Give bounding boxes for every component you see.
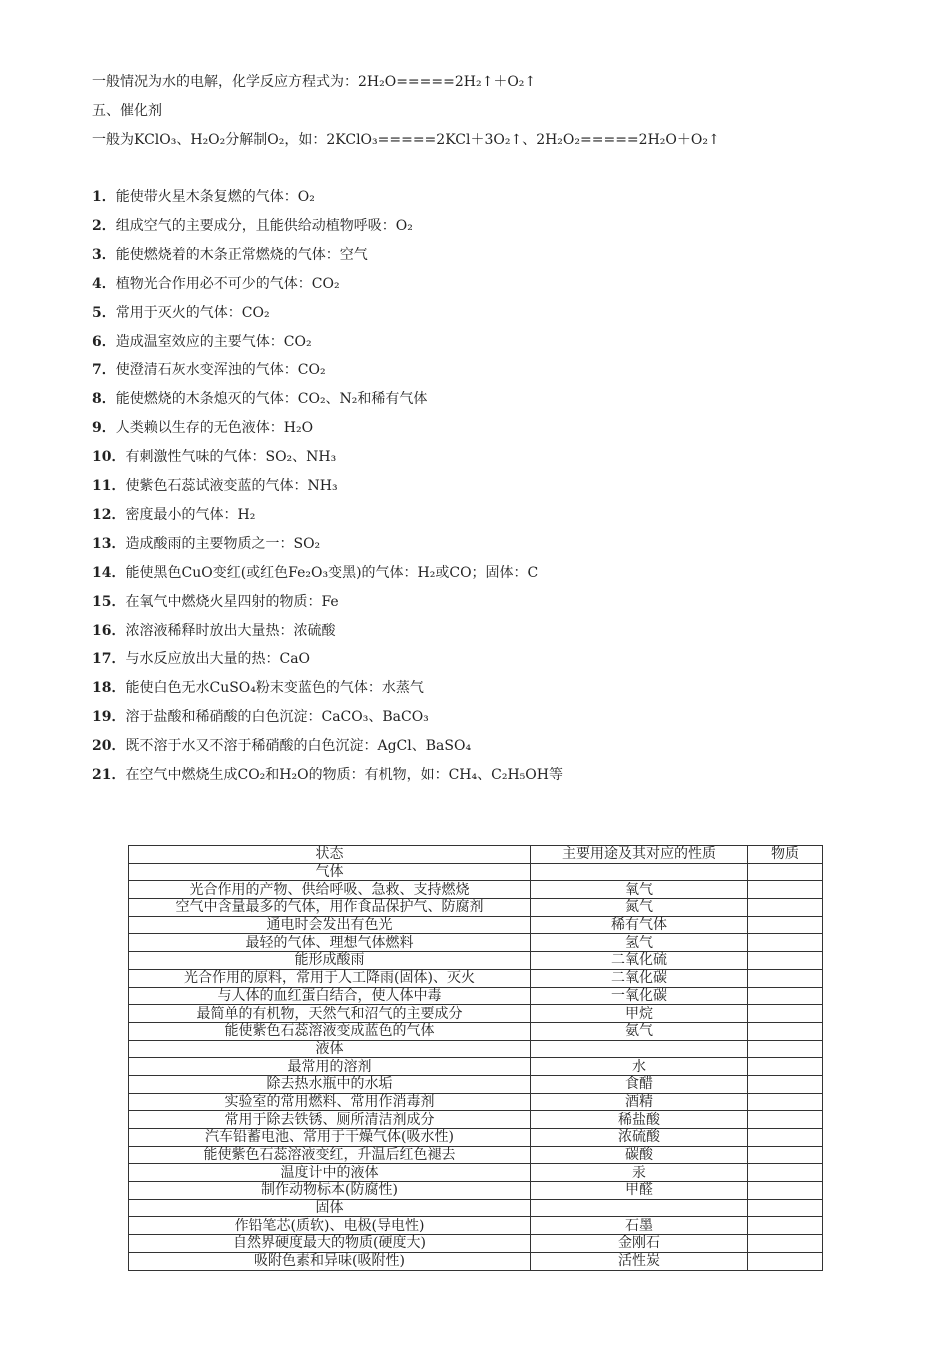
list-item [92, 274, 340, 294]
table-header-row [129, 846, 823, 864]
cell-answer [748, 863, 823, 881]
table-row [129, 1182, 823, 1200]
cell-use-description: 光合作用的原料，常用于人工降雨(固体)、灭火 [129, 969, 531, 987]
cell-answer [748, 1182, 823, 1200]
table-row [129, 1058, 823, 1076]
table-row [129, 1075, 823, 1093]
cell-use-description: 光合作用的产物、供给呼吸、急救、支持燃烧 [129, 881, 531, 899]
cell-use-description: 自然界硬度最大的物质(硬度大) [129, 1235, 531, 1253]
cell-substance: 二氧化硫 [531, 952, 748, 970]
list-item-number: 11． [92, 478, 126, 494]
cell-answer [748, 1217, 823, 1235]
table-row [129, 1093, 823, 1111]
table-row [129, 952, 823, 970]
cell-substance: 活性炭 [531, 1252, 748, 1270]
cell-use-description: 最简单的有机物，天然气和沼气的主要成分 [129, 1005, 531, 1023]
cell-substance: 氨气 [531, 1022, 748, 1040]
list-item-number: 21． [92, 767, 126, 783]
cell-substance: 甲烷 [531, 1005, 748, 1023]
cell-substance [531, 1199, 748, 1217]
list-item [92, 303, 270, 323]
cell-answer [748, 1111, 823, 1129]
table-row [129, 863, 823, 881]
list-item-number: 6． [92, 333, 116, 350]
list-item-text: 能使燃烧着的木条正常燃烧的气体：空气 [115, 246, 368, 263]
list-item-text: 能使带火星木条复燃的气体：O₂ [115, 189, 315, 205]
list-item-number: 20． [92, 738, 126, 755]
cell-answer [748, 1129, 823, 1147]
cell-use-description: 作铅笔芯(质软)、电极(导电性) [129, 1217, 531, 1235]
list-item-number: 7． [92, 362, 116, 379]
table-row [129, 1164, 823, 1182]
list-item-number: 15． [92, 593, 126, 610]
cell-use-description: 液体 [129, 1040, 531, 1058]
table-row [129, 1146, 823, 1164]
cell-answer [748, 1235, 823, 1253]
list-item [92, 216, 413, 236]
list-item-text: 溶于盐酸和稀硝酸的白色沉淀：CaCO₃、BaCO₃ [125, 709, 429, 726]
header-state: 状态 [129, 846, 531, 864]
cell-answer [748, 1040, 823, 1058]
list-item-number: 17． [92, 651, 126, 668]
list-item-number: 9． [92, 420, 116, 437]
list-item-text: 造成酸雨的主要物质之一：SO₂ [125, 535, 321, 552]
list-item [92, 389, 427, 409]
list-item [92, 736, 471, 756]
list-item [92, 765, 563, 785]
header-use: 主要用途及其对应的性质 [531, 846, 748, 864]
cell-use-description: 与人体的血红蛋白结合，使人体中毒 [129, 987, 531, 1005]
list-item-number: 5． [92, 304, 116, 321]
list-item-number: 16． [92, 622, 126, 639]
section-title-catalyst: 五、催化剂 [92, 103, 162, 119]
list-item [92, 592, 339, 612]
cell-substance: 氮气 [531, 899, 748, 917]
list-item [92, 563, 538, 583]
cell-substance: 食醋 [531, 1075, 748, 1093]
cell-answer [748, 1058, 823, 1076]
cell-substance: 金刚石 [531, 1235, 748, 1253]
cell-use-description: 汽车铅蓄电池、常用于干燥气体(吸水性) [129, 1129, 531, 1147]
table-row [129, 1252, 823, 1270]
cell-use-description: 能使紫色石蕊溶液变红，升温后红色褪去 [129, 1146, 531, 1164]
table-row [129, 1129, 823, 1147]
list-item [92, 360, 326, 380]
cell-substance: 氢气 [531, 934, 748, 952]
cell-answer [748, 881, 823, 899]
list-item [92, 707, 429, 727]
electrolysis-line: 一般情况为水的电解，化学反应方程式为：2H₂O=====2H₂↑＋O₂↑ [92, 74, 537, 90]
cell-substance: 石墨 [531, 1217, 748, 1235]
list-item-number: 18． [92, 680, 126, 697]
cell-substance [531, 863, 748, 881]
cell-substance: 酒精 [531, 1093, 748, 1111]
cell-substance: 二氧化碳 [531, 969, 748, 987]
cell-use-description: 常用于除去铁锈、厕所清洁剂成分 [129, 1111, 531, 1129]
cell-use-description: 最常用的溶剂 [129, 1058, 531, 1076]
cell-substance: 水 [531, 1058, 748, 1076]
cell-substance: 甲醛 [531, 1182, 748, 1200]
table-row [129, 1217, 823, 1235]
list-item-number: 8． [92, 391, 116, 408]
cell-answer [748, 934, 823, 952]
cell-substance: 碳酸 [531, 1146, 748, 1164]
cell-answer [748, 1022, 823, 1040]
cell-answer [748, 1164, 823, 1182]
list-item-text: 能使黑色CuO变红(或红色Fe₂O₃变黑)的气体：H₂或CO；固体：C [125, 564, 539, 581]
cell-use-description: 吸附色素和异味(吸附性) [129, 1252, 531, 1270]
cell-answer [748, 1146, 823, 1164]
list-item-number: 12． [92, 506, 126, 523]
cell-use-description: 制作动物标本(防腐性) [129, 1182, 531, 1200]
list-item [92, 476, 338, 496]
list-item-number: 10． [92, 449, 126, 466]
cell-use-description: 除去热水瓶中的水垢 [129, 1075, 531, 1093]
list-item-text: 与水反应放出大量的热：CaO [125, 651, 311, 668]
list-item-text: 常用于灭火的气体：CO₂ [115, 304, 270, 321]
list-item-text: 能使燃烧的木条熄灭的气体：CO₂、N₂和稀有气体 [115, 391, 428, 408]
cell-use-description: 实验室的常用燃料、常用作消毒剂 [129, 1093, 531, 1111]
table-row [129, 969, 823, 987]
list-item-text: 在氧气中燃烧火星四射的物质：Fe [125, 593, 339, 610]
list-item-number: 3． [92, 246, 116, 263]
cell-use-description: 温度计中的液体 [129, 1164, 531, 1182]
table-row [129, 916, 823, 934]
list-item-number: 14． [92, 564, 126, 581]
table-row [129, 1040, 823, 1058]
list-item-text: 密度最小的气体：H₂ [125, 506, 256, 523]
cell-use-description: 通电时会发出有色光 [129, 916, 531, 934]
list-item-number: 19． [92, 709, 126, 726]
cell-use-description: 能使紫色石蕊溶液变成蓝色的气体 [129, 1022, 531, 1040]
cell-substance [531, 1040, 748, 1058]
cell-answer [748, 1005, 823, 1023]
cell-answer [748, 1199, 823, 1217]
cell-answer [748, 899, 823, 917]
table-row [129, 1111, 823, 1129]
list-item [92, 418, 313, 438]
cell-answer [748, 969, 823, 987]
cell-substance: 一氧化碳 [531, 987, 748, 1005]
list-item [92, 187, 315, 207]
cell-answer [748, 1252, 823, 1270]
list-item-text: 使紫色石蕊试液变蓝的气体：NH₃ [125, 478, 338, 494]
table-row [129, 1235, 823, 1253]
cell-substance: 浓硫酸 [531, 1129, 748, 1147]
cell-use-description: 最轻的气体、理想气体燃料 [129, 934, 531, 952]
list-item-text: 有刺激性气味的气体：SO₂、NH₃ [125, 449, 337, 466]
table-row [129, 1005, 823, 1023]
cell-substance: 稀盐酸 [531, 1111, 748, 1129]
list-item-number: 13． [92, 535, 126, 552]
table-row [129, 1022, 823, 1040]
list-item-text: 浓溶液稀释时放出大量热：浓硫酸 [125, 622, 336, 639]
list-item [92, 505, 255, 525]
cell-answer [748, 987, 823, 1005]
table-row [129, 899, 823, 917]
list-item [92, 245, 368, 265]
cell-use-description: 气体 [129, 863, 531, 881]
list-item [92, 621, 335, 641]
list-item-text: 在空气中燃烧生成CO₂和H₂O的物质：有机物，如：CH₄、C₂H₅OH等 [125, 767, 563, 783]
list-item [92, 447, 336, 467]
cell-substance: 稀有气体 [531, 916, 748, 934]
list-item-text: 组成空气的主要成分，且能供给动植物呼吸：O₂ [115, 217, 413, 234]
table-row [129, 1199, 823, 1217]
list-item-text: 造成温室效应的主要气体：CO₂ [115, 333, 312, 350]
list-item [92, 332, 312, 352]
list-item-number: 4． [92, 275, 116, 292]
cell-answer [748, 952, 823, 970]
list-item-number: 1． [92, 189, 116, 205]
header-substance: 物质 [748, 846, 823, 864]
list-item-text: 既不溶于水又不溶于稀硝酸的白色沉淀：AgCl、BaSO₄ [125, 738, 472, 755]
list-item-text: 人类赖以生存的无色液体：H₂O [115, 420, 314, 437]
list-item-number: 2． [92, 217, 116, 234]
cell-answer [748, 916, 823, 934]
table-row [129, 987, 823, 1005]
list-item [92, 649, 310, 669]
properties-table [128, 845, 823, 1271]
table-row [129, 934, 823, 952]
list-item [92, 678, 424, 698]
catalyst-line: 一般为KClO₃、H₂O₂分解制O₂，如：2KClO₃=====2KCl＋3O₂↑、2H₂O₂=====2H₂O＋O₂↑ [92, 132, 720, 148]
table-row [129, 881, 823, 899]
list-item-text: 使澄清石灰水变浑浊的气体：CO₂ [115, 362, 326, 379]
list-item-text: 植物光合作用必不可少的气体：CO₂ [115, 275, 340, 292]
list-item-text: 能使白色无水CuSO₄粉末变蓝色的气体：水蒸气 [125, 680, 424, 697]
cell-use-description: 能形成酸雨 [129, 952, 531, 970]
cell-substance: 氧气 [531, 881, 748, 899]
cell-use-description: 空气中含量最多的气体，用作食品保护气、防腐剂 [129, 899, 531, 917]
list-item [92, 534, 320, 554]
cell-substance: 汞 [531, 1164, 748, 1182]
cell-use-description: 固体 [129, 1199, 531, 1217]
cell-answer [748, 1093, 823, 1111]
cell-answer [748, 1075, 823, 1093]
